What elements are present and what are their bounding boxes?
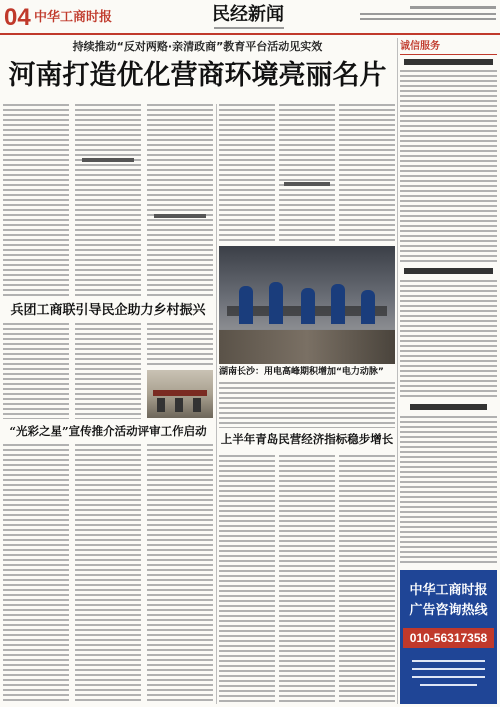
sidebar-headline-1 xyxy=(404,59,493,65)
lead-subhead xyxy=(284,182,330,186)
bingtuan-body-column xyxy=(75,323,141,419)
ad-title: 广告咨询热线 xyxy=(409,603,488,618)
sidebar-body-1 xyxy=(400,70,497,262)
column-divider xyxy=(216,104,217,704)
lead-body-column xyxy=(75,104,141,298)
ad-phone-box xyxy=(403,628,494,648)
ad-footer-line xyxy=(412,676,485,678)
ad-footer-line xyxy=(420,684,477,686)
sidebar-label: 诚信服务 xyxy=(400,41,440,52)
paper-name: 中华工商时报 xyxy=(34,10,113,25)
lead-headline: 河南打造优化营商环境亮丽名片 xyxy=(8,60,387,91)
qingdao-body-column xyxy=(279,455,335,704)
issue-date-line xyxy=(410,6,496,9)
ad-footer-line xyxy=(412,668,485,670)
qingdao-headline: 上半年青岛民营经济指标稳步增长 xyxy=(220,432,394,446)
ad-box xyxy=(400,570,497,704)
ad-paper-name: 中华工商时报 xyxy=(409,583,488,598)
editor-info-line xyxy=(360,13,496,15)
guangcai-body-column xyxy=(147,444,213,704)
column-divider xyxy=(397,38,398,704)
photo-caption: 湖南长沙：用电高峰期积增加“电力动脉” xyxy=(219,367,384,377)
editor-info-line xyxy=(360,18,496,20)
lead-kicker: 持续推动“反对两赂·亲清政商”教育平台活动见实效 xyxy=(72,40,323,53)
section-subtitle-line xyxy=(214,27,284,29)
qingdao-body-column xyxy=(219,455,275,704)
sidebar-rule xyxy=(400,54,497,55)
page-number: 04 xyxy=(4,4,31,31)
lead-body-column xyxy=(279,104,335,242)
news-photo-meeting xyxy=(147,370,213,418)
ad-phone-number: 010-56317358 xyxy=(409,631,488,645)
sidebar-headline-3 xyxy=(410,404,487,410)
lead-body-column xyxy=(147,104,213,298)
ad-footer-line xyxy=(412,660,485,662)
lead-subhead xyxy=(154,214,206,218)
sidebar-headline-2 xyxy=(404,268,493,274)
guangcai-body-column xyxy=(3,444,69,704)
bingtuan-headline: 兵团工商联引导民企助力乡村振兴 xyxy=(10,303,206,318)
guangcai-headline: “光彩之星”宣传推介活动评审工作启动 xyxy=(9,424,207,438)
bingtuan-body-column xyxy=(3,323,69,419)
section-title: 民经新闻 xyxy=(212,4,284,25)
lead-body-column xyxy=(339,104,395,242)
lead-body-column xyxy=(219,104,275,242)
bingtuan-body-column xyxy=(147,323,213,367)
sidebar-body-2 xyxy=(400,280,497,398)
lead-body-column xyxy=(3,104,69,298)
masthead-rule xyxy=(0,33,500,35)
news-photo-power-grid xyxy=(219,246,395,364)
guangcai-body-column xyxy=(75,444,141,704)
photo-caption-text xyxy=(219,382,395,428)
qingdao-body-column xyxy=(339,455,395,704)
lead-subhead xyxy=(82,158,134,162)
sidebar-body-3 xyxy=(400,416,497,564)
